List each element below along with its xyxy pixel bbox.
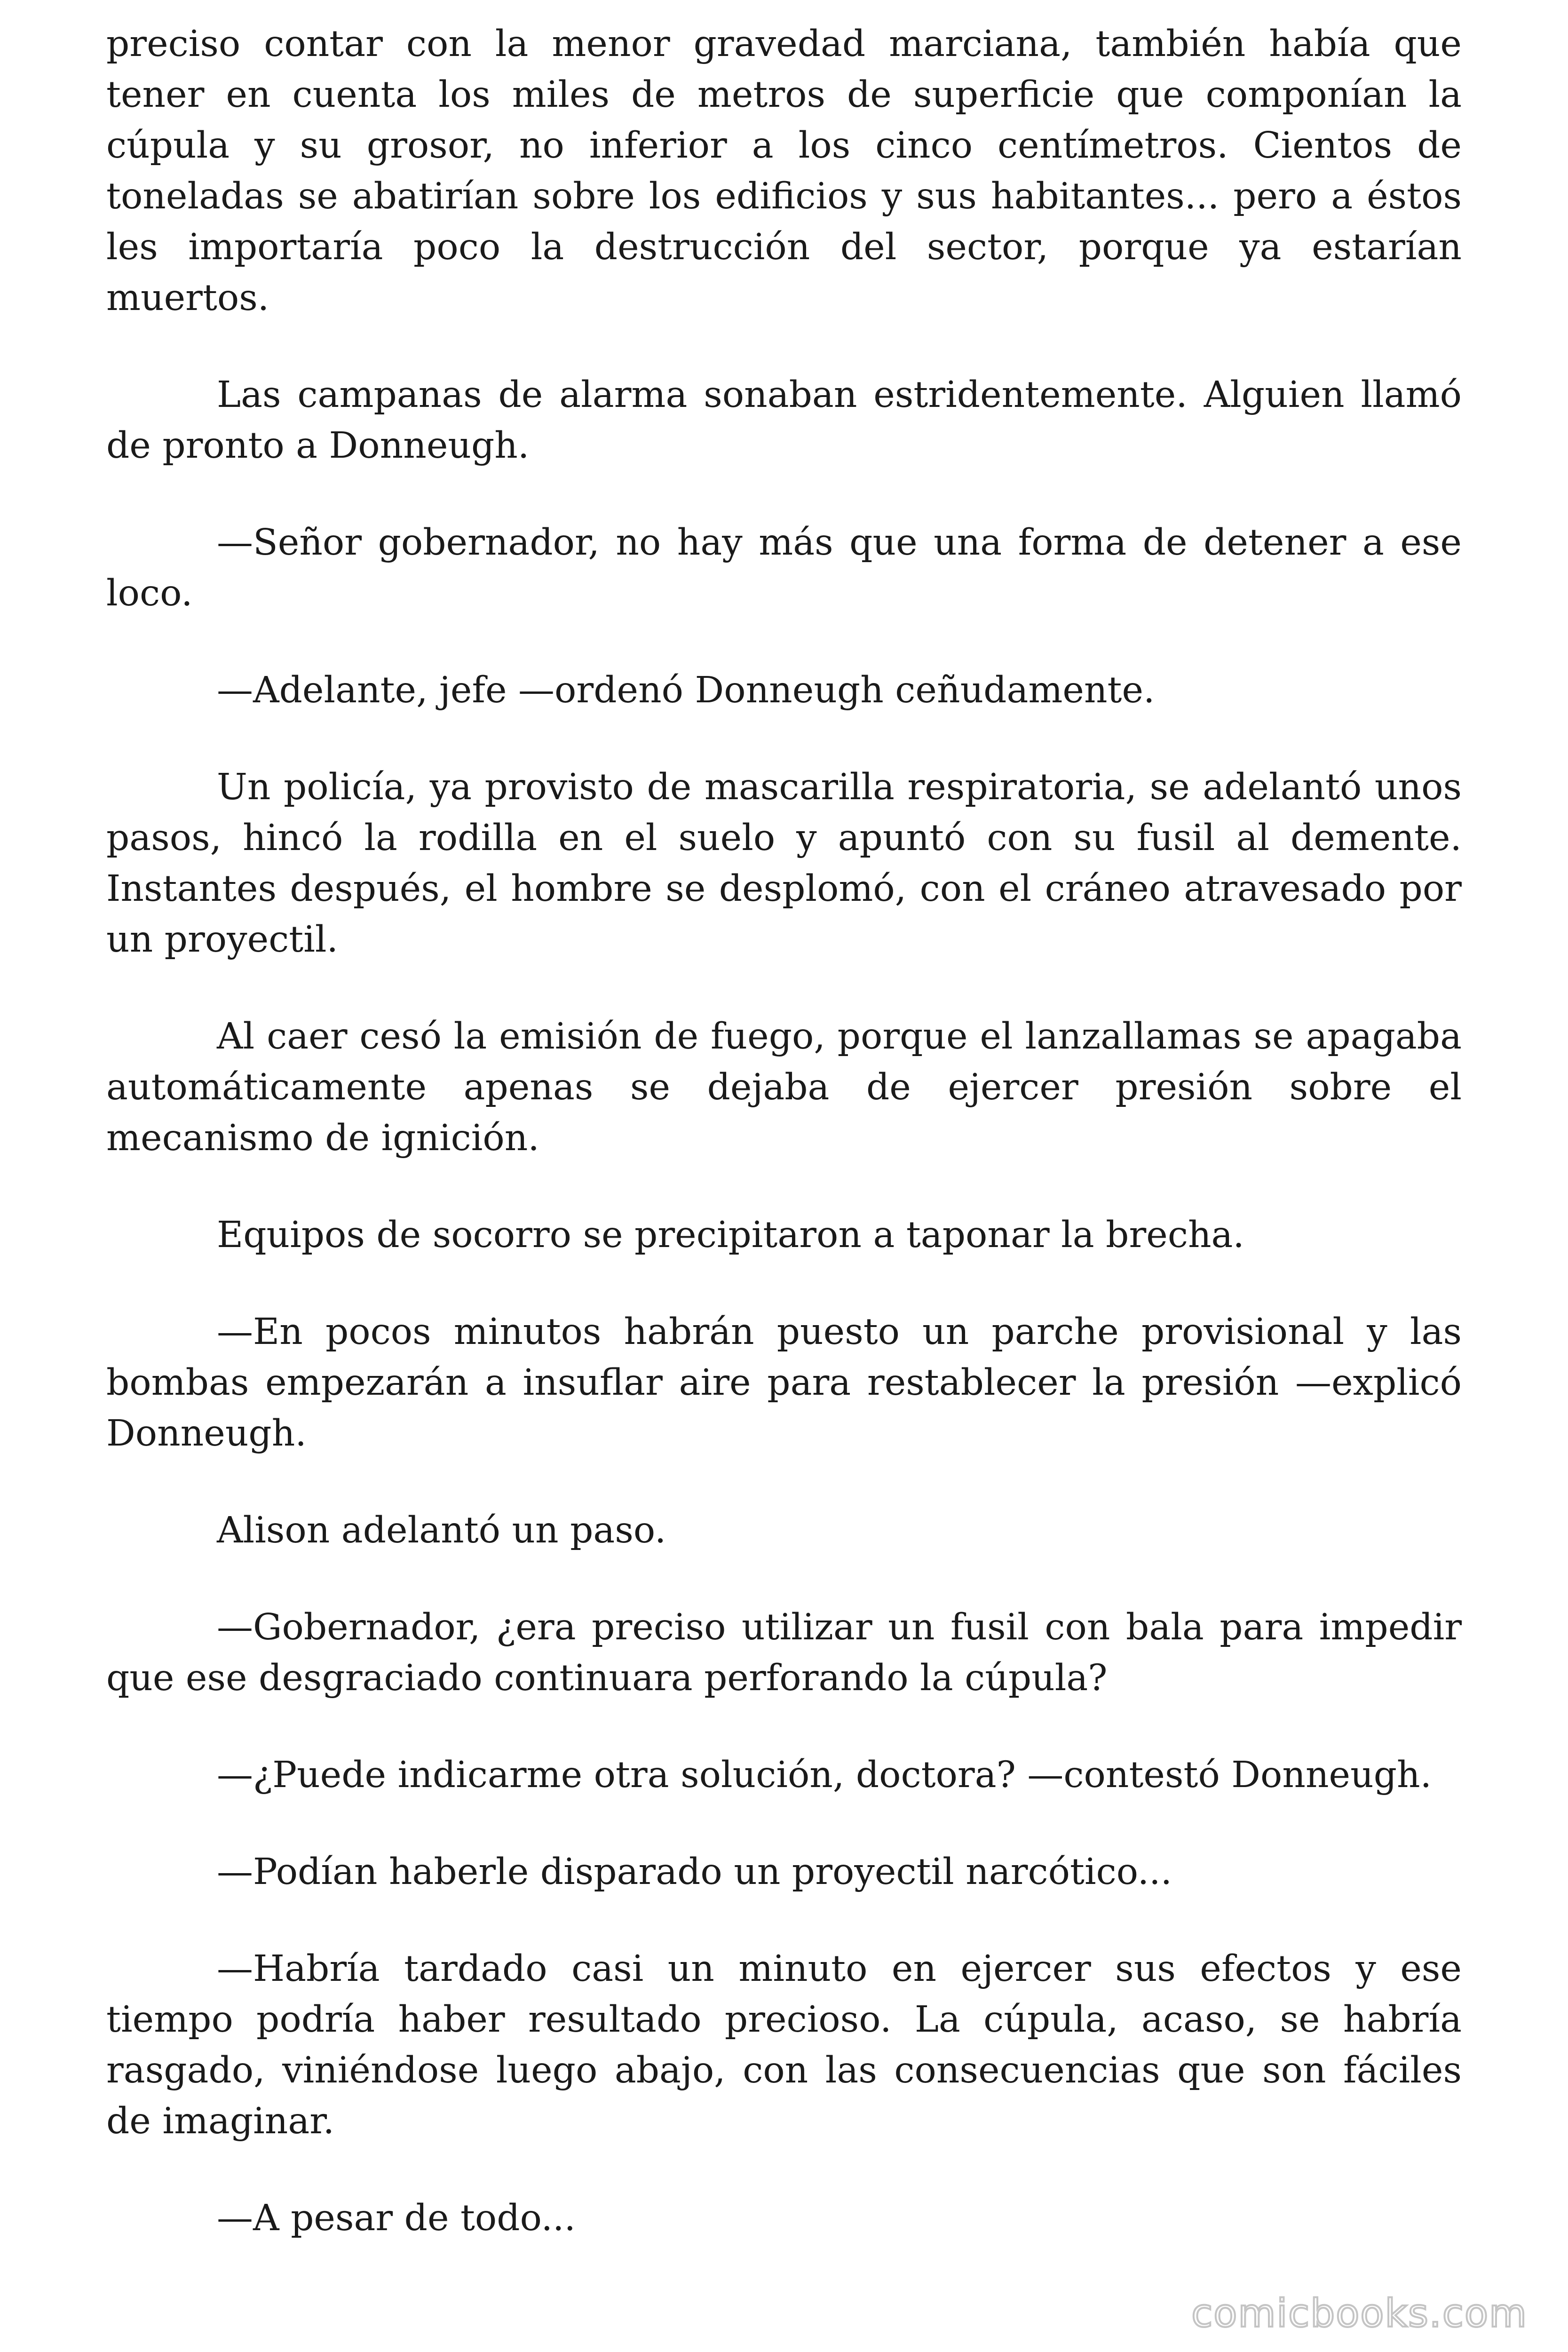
paragraph: Alison adelantó un paso. <box>217 1510 666 1551</box>
dialogue-paragraph: —¿Puede indicarme otra solución, doctora? —contestó Donneugh. <box>217 1754 1432 1796</box>
dialogue-paragraph: —Podían haberle disparado un proyectil narcótico... <box>217 1851 1172 1893</box>
dialogue-paragraph: —Gobernador, ¿era preciso utilizar un fusil con bala para impedir que ese desgraciado continuara perforando la cúpula? <box>106 1606 1462 1699</box>
watermark-text: comicbooks.com <box>1191 2291 1528 2336</box>
dialogue-paragraph: —Señor gobernador, no hay más que una forma de detener a ese loco. <box>106 522 1462 614</box>
paragraph: Las campanas de alarma sonaban estridentemente. Alguien llamó de pronto a Donneugh. <box>106 374 1462 467</box>
paragraph-continued: preciso contar con la menor gravedad marciana, también había que tener en cuenta los miles de metros de superficie que componían la cúpula y su grosor, no inferior a los cinco centímetros. Cientos de toneladas se abatirían sobre los edificios y sus habitantes... pero a éstos les importaría poco la destrucción del sector, porque ya estarían muertos. <box>106 23 1462 319</box>
paragraph: Equipos de socorro se precipitaron a taponar la brecha. <box>217 1214 1244 1256</box>
book-page <box>106 19 1462 2290</box>
paragraph: Un policía, ya provisto de mascarilla respiratoria, se adelantó unos pasos, hincó la rodilla en el suelo y apuntó con su fusil al demente. Instantes después, el hombre se desplomó, con el cráneo atravesado por un proyectil. <box>106 766 1462 961</box>
dialogue-paragraph: —Habría tardado casi un minuto en ejercer sus efectos y ese tiempo podría haber resultado precioso. La cúpula, acaso, se habría rasgado, viniéndose luego abajo, con las consecuencias que son fáciles de imaginar. <box>106 1948 1462 2142</box>
paragraph: Al caer cesó la emisión de fuego, porque el lanzallamas se apagaba automáticamente apenas se dejaba de ejercer presión sobre el mecanismo de ignición. <box>106 1016 1462 1159</box>
dialogue-paragraph: —Adelante, jefe —ordenó Donneugh ceñudamente. <box>217 669 1155 711</box>
dialogue-paragraph: —En pocos minutos habrán puesto un parche provisional y las bombas empezarán a insuflar aire para restablecer la presión —explicó Donneugh. <box>106 1311 1462 1454</box>
dialogue-paragraph: —A pesar de todo... <box>217 2197 576 2239</box>
